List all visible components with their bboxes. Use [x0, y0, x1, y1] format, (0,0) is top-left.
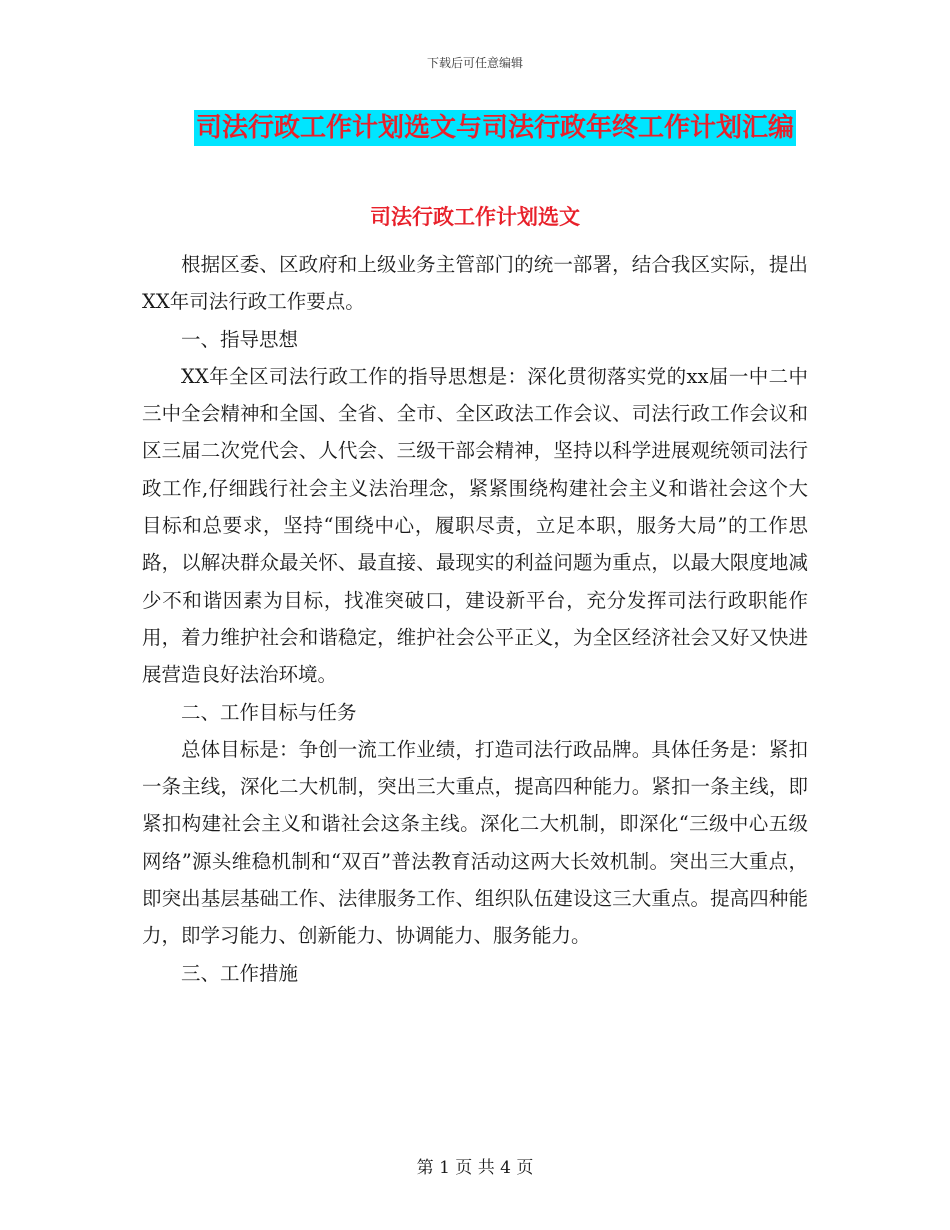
heading-guiding-ideology: 一、指导思想	[181, 327, 299, 351]
header-note: 下载后可任意编辑	[426, 56, 523, 70]
heading-work-measures: 三、工作措施	[181, 961, 299, 985]
section-title: 司法行政工作计划选文	[370, 205, 580, 229]
heading-goals-tasks: 二、工作目标与任务	[181, 700, 357, 724]
document-title-container	[0, 110, 950, 146]
paragraph-intro: 根据区委、区政府和上级业务主管部门的统一部署，结合我区实际，提出XX年司法行政工作要点。	[142, 253, 808, 314]
paragraph-guiding-ideology: XX年全区司法行政工作的指导思想是：深化贯彻落实党的xx届一中二中三中全会精神和全国、全省、全市、全区政法工作会议、司法行政工作会议和区三届二次党代会、人代会、三级干部会精神，坚持以科学进展观统领司法行政工作,仔细践行社会主义法治理念，紧紧围绕构建社会主义和谐社会这个大目标和总要求，坚持“围绕中心，履职尽责，立足本职，服务大局”的工作思路，以解决群众最关怀、最直接、最现实的利益问题为重点，以最大限度地减少不和谐因素为目标，找准突破口，建设新平台，充分发挥司法行政职能作用，着力维护社会和谐稳定，维护社会公平正义，为全区经济社会又好又快进展营造良好法治环境。	[142, 364, 808, 687]
page-footer: 第 1 页 共 4 页	[416, 1158, 534, 1178]
document-title: 司法行政工作计划选文与司法行政年终工作计划汇编	[194, 110, 796, 146]
document-body	[142, 246, 808, 992]
paragraph-goals-tasks: 总体目标是：争创一流工作业绩，打造司法行政品牌。具体任务是：紧扣一条主线，深化二大机制，突出三大重点，提高四种能力。紧扣一条主线，即紧扣构建社会主义和谐社会这条主线。深化二大机制，即深化“三级中心五级网络”源头维稳机制和“双百”普法教育活动这两大长效机制。突出三大重点，即突出基层基础工作、法律服务工作、组织队伍建设这三大重点。提高四种能力，即学习能力、创新能力、协调能力、服务能力。	[142, 737, 808, 948]
